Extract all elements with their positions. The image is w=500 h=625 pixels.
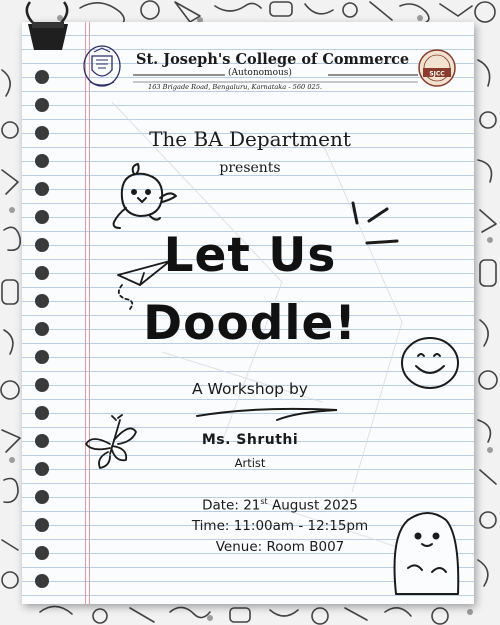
binder-hole [35, 70, 49, 84]
speaker-name: Ms. Shruthi [201, 432, 299, 448]
binder-hole [35, 210, 49, 224]
presents-text: presents [219, 160, 281, 176]
college-crest-logo [82, 44, 122, 90]
badge-text: SJCC [429, 70, 445, 78]
binder-hole [35, 574, 49, 588]
binder-hole [35, 350, 49, 364]
event-title-line-1: Let Us [163, 228, 337, 283]
event-date: Date: 21st August 2025 [202, 497, 358, 514]
event-time: Time: 11:00am - 12:15pm [191, 518, 369, 534]
binder-hole [35, 406, 49, 420]
department-heading: The BA Department [149, 127, 351, 151]
college-status: (Autonomous) [228, 68, 292, 78]
binder-clip-icon [20, 0, 76, 60]
speaker-role: Artist [234, 456, 266, 470]
college-badge-logo [417, 48, 457, 88]
event-title-line-2: Doodle! [143, 296, 357, 351]
college-address: 163 Brigade Road, Bengaluru, Karnataka - 560 025. [148, 83, 323, 91]
workshop-subtitle: A Workshop by [192, 380, 308, 398]
event-venue: Venue: Room B007 [215, 539, 345, 555]
college-name: St. Joseph's College of Commerce [136, 51, 410, 68]
chick-doodle-icon [104, 160, 184, 238]
binder-hole [35, 182, 49, 196]
blob-character-icon [388, 506, 464, 596]
underline-swoosh [193, 398, 343, 424]
binder-hole [35, 98, 49, 112]
